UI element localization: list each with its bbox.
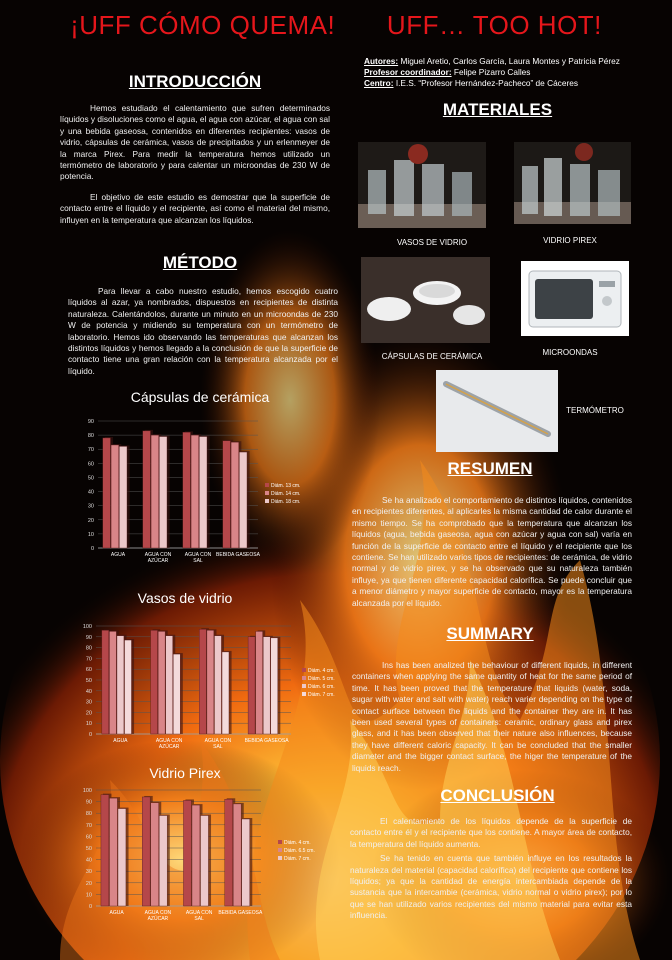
y-tick-label: 30 — [85, 699, 92, 706]
chart-3-title: Vidrio Pirex — [149, 765, 221, 781]
y-tick-label: 10 — [87, 531, 94, 538]
center-label: Centro: — [364, 78, 394, 88]
y-tick-label: 10 — [85, 892, 92, 899]
legend-label: Diám. 4 cm. — [284, 840, 311, 846]
bar — [103, 438, 111, 548]
bar — [101, 795, 109, 906]
intro-paragraph-1: Hemos estudiado el calentamiento que sufren determinados líquidos y disoluciones como el agua, el agua con azúcar, el agua con sal y una bebida gaseosa, contenidos en diferentes recipientes: vasos de vidrio, cápsulas de cerámica, vasos de precipitados y un erlenmeyer de la marca Pirex. Para medir la temperatura hemos utilizado un termómetro de laboratorio y para calentar un microondas de 230 W de potencia. — [60, 103, 330, 182]
x-tick-label: AGUA CON — [144, 552, 172, 558]
ceramic-dishes-photo — [361, 257, 490, 343]
y-tick-label: 50 — [85, 846, 92, 852]
x-tick-label: BEBIDA GASEOSA — [218, 910, 263, 916]
y-tick-label: 50 — [85, 678, 92, 684]
legend-swatch — [302, 692, 306, 696]
authors-block — [364, 56, 664, 89]
bar — [248, 637, 255, 734]
y-tick-label: 80 — [87, 433, 94, 440]
caption-microwave: MICROONDAS — [542, 348, 598, 357]
legend-swatch — [265, 491, 269, 495]
x-tick-label: BEBIDA GASEOSA — [244, 738, 289, 744]
caption-thermometer: TERMÓMETRO — [566, 406, 624, 415]
y-tick-label: 0 — [90, 546, 94, 552]
y-tick-label: 10 — [85, 721, 92, 728]
chart-2-title: Vasos de vidrio — [137, 590, 233, 606]
legend-swatch — [302, 684, 306, 688]
bar — [183, 432, 191, 548]
y-tick-label: 80 — [85, 811, 92, 818]
conclusion-paragraph-2: Se ha tenido en cuenta que también influye en los resultados la naturaleza del material (capacidad calorífica) del recipiente que contiene los líquidos; ya que la cantidad de energía intercambiada depende de la sustancia que la intercambie (cerámica, vidrio normal o vidrio pirex); por lo que se han utilizado varios recipientes del mismo material para evitar esta influencia. — [350, 853, 632, 921]
legend-label: Diám. 5 cm. — [308, 676, 335, 682]
bar — [151, 435, 159, 548]
bar — [256, 631, 263, 734]
resumen-paragraph-1: Se ha analizado el comportamiento de distintos líquidos, contenidos en recipientes diferentes, al aplicarles la misma cantidad de calor durante el mismo tiempo. Se ha comprobado que la temperatura que alcanzan los líquidos (agua, bebida gaseosa, agua con azúcar y agua con sal) varía en función de la superficie de contacto entre el líquido y el recipiente que los contiene. Se han utilizado varios tipos de recipientes: de cerámica, de vidrio normal y de vidrio pirex, y se ha observado que su naturaleza también influye, ya que tienen diferente capacidad calorífica. Se puede concluir que a menor diámetro y mayor superficie de contacto, mayor es la temperatura alcanzada por el líquido. — [352, 495, 632, 608]
y-tick-label: 100 — [82, 624, 92, 630]
legend-label: Diám. 14 cm. — [271, 491, 301, 497]
x-tick-label: AGUA — [109, 910, 124, 916]
x-tick-label: AGUA CON — [204, 738, 232, 744]
bar — [207, 630, 214, 734]
legend-swatch — [278, 848, 282, 852]
x-tick-label: AGUA — [113, 738, 128, 744]
x-tick-label: AGUA CON — [144, 910, 172, 916]
y-tick-label: 20 — [85, 710, 92, 717]
x-tick-label: SAL — [194, 916, 204, 922]
bar — [166, 636, 173, 734]
y-tick-label: 70 — [85, 822, 92, 829]
y-tick-label: 100 — [82, 788, 92, 794]
coordinator-name: Felipe Pizarro Calles — [453, 67, 531, 77]
bar — [192, 805, 200, 906]
legend-label: Diám. 18 cm. — [271, 499, 301, 505]
bar — [225, 799, 233, 906]
x-tick-label: AZÚCAR — [147, 916, 169, 922]
method-heading: MÉTODO — [162, 253, 238, 272]
bar — [117, 636, 124, 734]
glass-vessels-photo — [358, 142, 486, 228]
y-tick-label: 30 — [85, 869, 92, 876]
bar — [119, 446, 127, 548]
method-text — [68, 286, 338, 386]
x-tick-label: BEBIDA GASEOSA — [216, 552, 260, 558]
x-tick-label: SAL — [213, 744, 223, 750]
bar — [214, 636, 221, 734]
summary-text — [352, 660, 632, 783]
bar — [102, 630, 109, 734]
y-tick-label: 90 — [85, 634, 92, 641]
bar — [151, 630, 158, 734]
bar — [109, 631, 116, 734]
thermometer-photo — [436, 370, 558, 452]
resumen-text — [352, 495, 632, 618]
materials-heading: MATERIALES — [442, 100, 553, 119]
x-tick-label: SAL — [193, 558, 203, 564]
conclusion-paragraph-1: El calentamiento de los líquidos depende de la superficie de contacto entre él y el recipiente que los contiene. A mayor área de contacto, la temperatura del líquido aumenta. — [350, 816, 632, 849]
chart-ceramic-dishes — [80, 413, 330, 573]
pyrex-glass-photo — [514, 142, 631, 224]
x-tick-label: AZÚCAR — [158, 744, 180, 750]
chart-1-title: Cápsulas de cerámica — [130, 389, 270, 405]
microwave-photo — [521, 261, 629, 336]
legend-label: Diám. 4 cm. — [308, 668, 335, 674]
legend-swatch — [265, 499, 269, 503]
x-tick-label: AGUA CON — [185, 910, 213, 916]
bar — [271, 638, 278, 734]
legend-label: Diám. 7 cm. — [284, 856, 311, 862]
y-tick-label: 20 — [87, 517, 94, 524]
bar — [151, 803, 159, 906]
bar — [159, 437, 167, 548]
y-tick-label: 40 — [85, 857, 92, 864]
bar — [231, 442, 239, 548]
caption-ceramic: CÁPSULAS DE CERÁMICA — [381, 352, 483, 361]
legend-label: Diám. 6.5 cm. — [284, 848, 315, 854]
legend-label: Diám. 7 cm. — [308, 692, 335, 698]
y-tick-label: 80 — [85, 645, 92, 652]
caption-pyrex: VIDRIO PIREX — [543, 236, 597, 245]
chart-glass-vessels — [80, 616, 340, 756]
bar — [173, 654, 180, 734]
y-tick-label: 60 — [85, 667, 92, 674]
bar — [109, 798, 117, 906]
caption-glass-vessels: VASOS DE VIDRIO — [396, 238, 468, 247]
y-tick-label: 60 — [87, 461, 94, 468]
bar — [125, 640, 132, 734]
bar — [158, 631, 165, 734]
bar — [118, 809, 126, 906]
legend-label: Diám. 6 cm. — [308, 684, 335, 690]
y-tick-label: 70 — [87, 447, 94, 454]
center-name: I.E.S. “Profesor Hernández-Pacheco” de Cáceres — [395, 78, 578, 88]
bar — [159, 816, 167, 906]
x-tick-label: AGUA — [110, 552, 126, 558]
x-tick-label: AZÚCAR — [147, 558, 169, 564]
legend-swatch — [278, 840, 282, 844]
legend-swatch — [302, 668, 306, 672]
intro-paragraph-2: El objetivo de este estudio es demostrar que la superficie de contacto entre el líquido y el recipiente, así como el material del mismo, influyen en la temperatura que alcanzan los líquidos. — [60, 191, 330, 225]
legend-swatch — [265, 483, 269, 487]
y-tick-label: 90 — [87, 419, 94, 425]
title-en: UFF… TOO HOT! — [386, 10, 602, 40]
coordinator-label: Profesor coordinador: — [364, 67, 452, 77]
intro-heading: INTRODUCCIÓN — [128, 72, 262, 91]
poster-title — [0, 10, 672, 41]
y-tick-label: 20 — [85, 880, 92, 887]
y-tick-label: 0 — [88, 732, 92, 738]
legend-label: Diám. 13 cm. — [271, 483, 301, 489]
x-tick-label: AGUA CON — [155, 738, 183, 744]
x-tick-label: AGUA CON — [184, 552, 212, 558]
y-tick-label: 30 — [87, 503, 94, 510]
bar — [143, 431, 151, 548]
bar — [183, 800, 191, 906]
conclusion-text — [350, 816, 632, 931]
summary-heading: SUMMARY — [446, 624, 534, 643]
y-tick-label: 60 — [85, 834, 92, 841]
resumen-heading: RESUMEN — [447, 459, 533, 478]
bar — [142, 797, 150, 906]
bar — [199, 437, 207, 548]
summary-paragraph-1: Ins has been analized the behaviour of different liquids, in different containers when applying the same quantity of heat for the same period of time. It has been proved that the temperature that liquids (water, soda, sugar with water and salt with water) reach varier depending on the type of contact surface between the liquids and the container they are in. It has been used several types of containers: ceramic, ordinary glass and pirex glass, and it has been observed that their nature also influences, because they have different caloric capacity. It can be concluded that the smaller diameter and the bigger contact surface, the higer the temperature of the liquids reach. — [352, 660, 632, 773]
bar — [239, 452, 247, 548]
y-tick-label: 0 — [88, 904, 92, 910]
y-tick-label: 70 — [85, 656, 92, 663]
legend-swatch — [278, 856, 282, 860]
bar — [222, 652, 229, 734]
conclusion-heading: CONCLUSIÓN — [440, 786, 555, 805]
y-tick-label: 40 — [87, 489, 94, 496]
bar — [111, 445, 119, 548]
bar — [233, 804, 241, 906]
method-paragraph-1: Para llevar a cabo nuestro estudio, hemos escogido cuatro líquidos al azar, ya nombrados, dispuestos en recipientes de distinta naturaleza. Calentándolos, durante un minuto en un microondas de 230 W de potencia y midiendo su temperatura con un termómetro de laboratorio. Hemos ido observando las temperaturas que alcanzan los distintos líquidos y hemos llegado a la conclusión de que la superficie de contacto tiene una gran relación con la temperatura alcanzada por el líquido. — [68, 286, 338, 376]
title-es: ¡UFF CÓMO QUEMA! — [70, 10, 336, 40]
y-tick-label: 50 — [87, 475, 94, 482]
bar — [242, 819, 250, 906]
authors-label: Autores: — [364, 56, 399, 66]
intro-text — [60, 103, 330, 235]
authors-names: Miguel Aretio, Carlos García, Laura Montes y Patricia Pérez — [400, 56, 620, 66]
y-tick-label: 90 — [85, 799, 92, 806]
bar — [199, 629, 206, 734]
bar — [263, 637, 270, 734]
bar — [223, 441, 231, 548]
y-tick-label: 40 — [85, 688, 92, 695]
legend-swatch — [302, 676, 306, 680]
bar — [201, 816, 209, 906]
bar — [191, 435, 199, 548]
chart-pyrex-glass — [80, 786, 330, 931]
